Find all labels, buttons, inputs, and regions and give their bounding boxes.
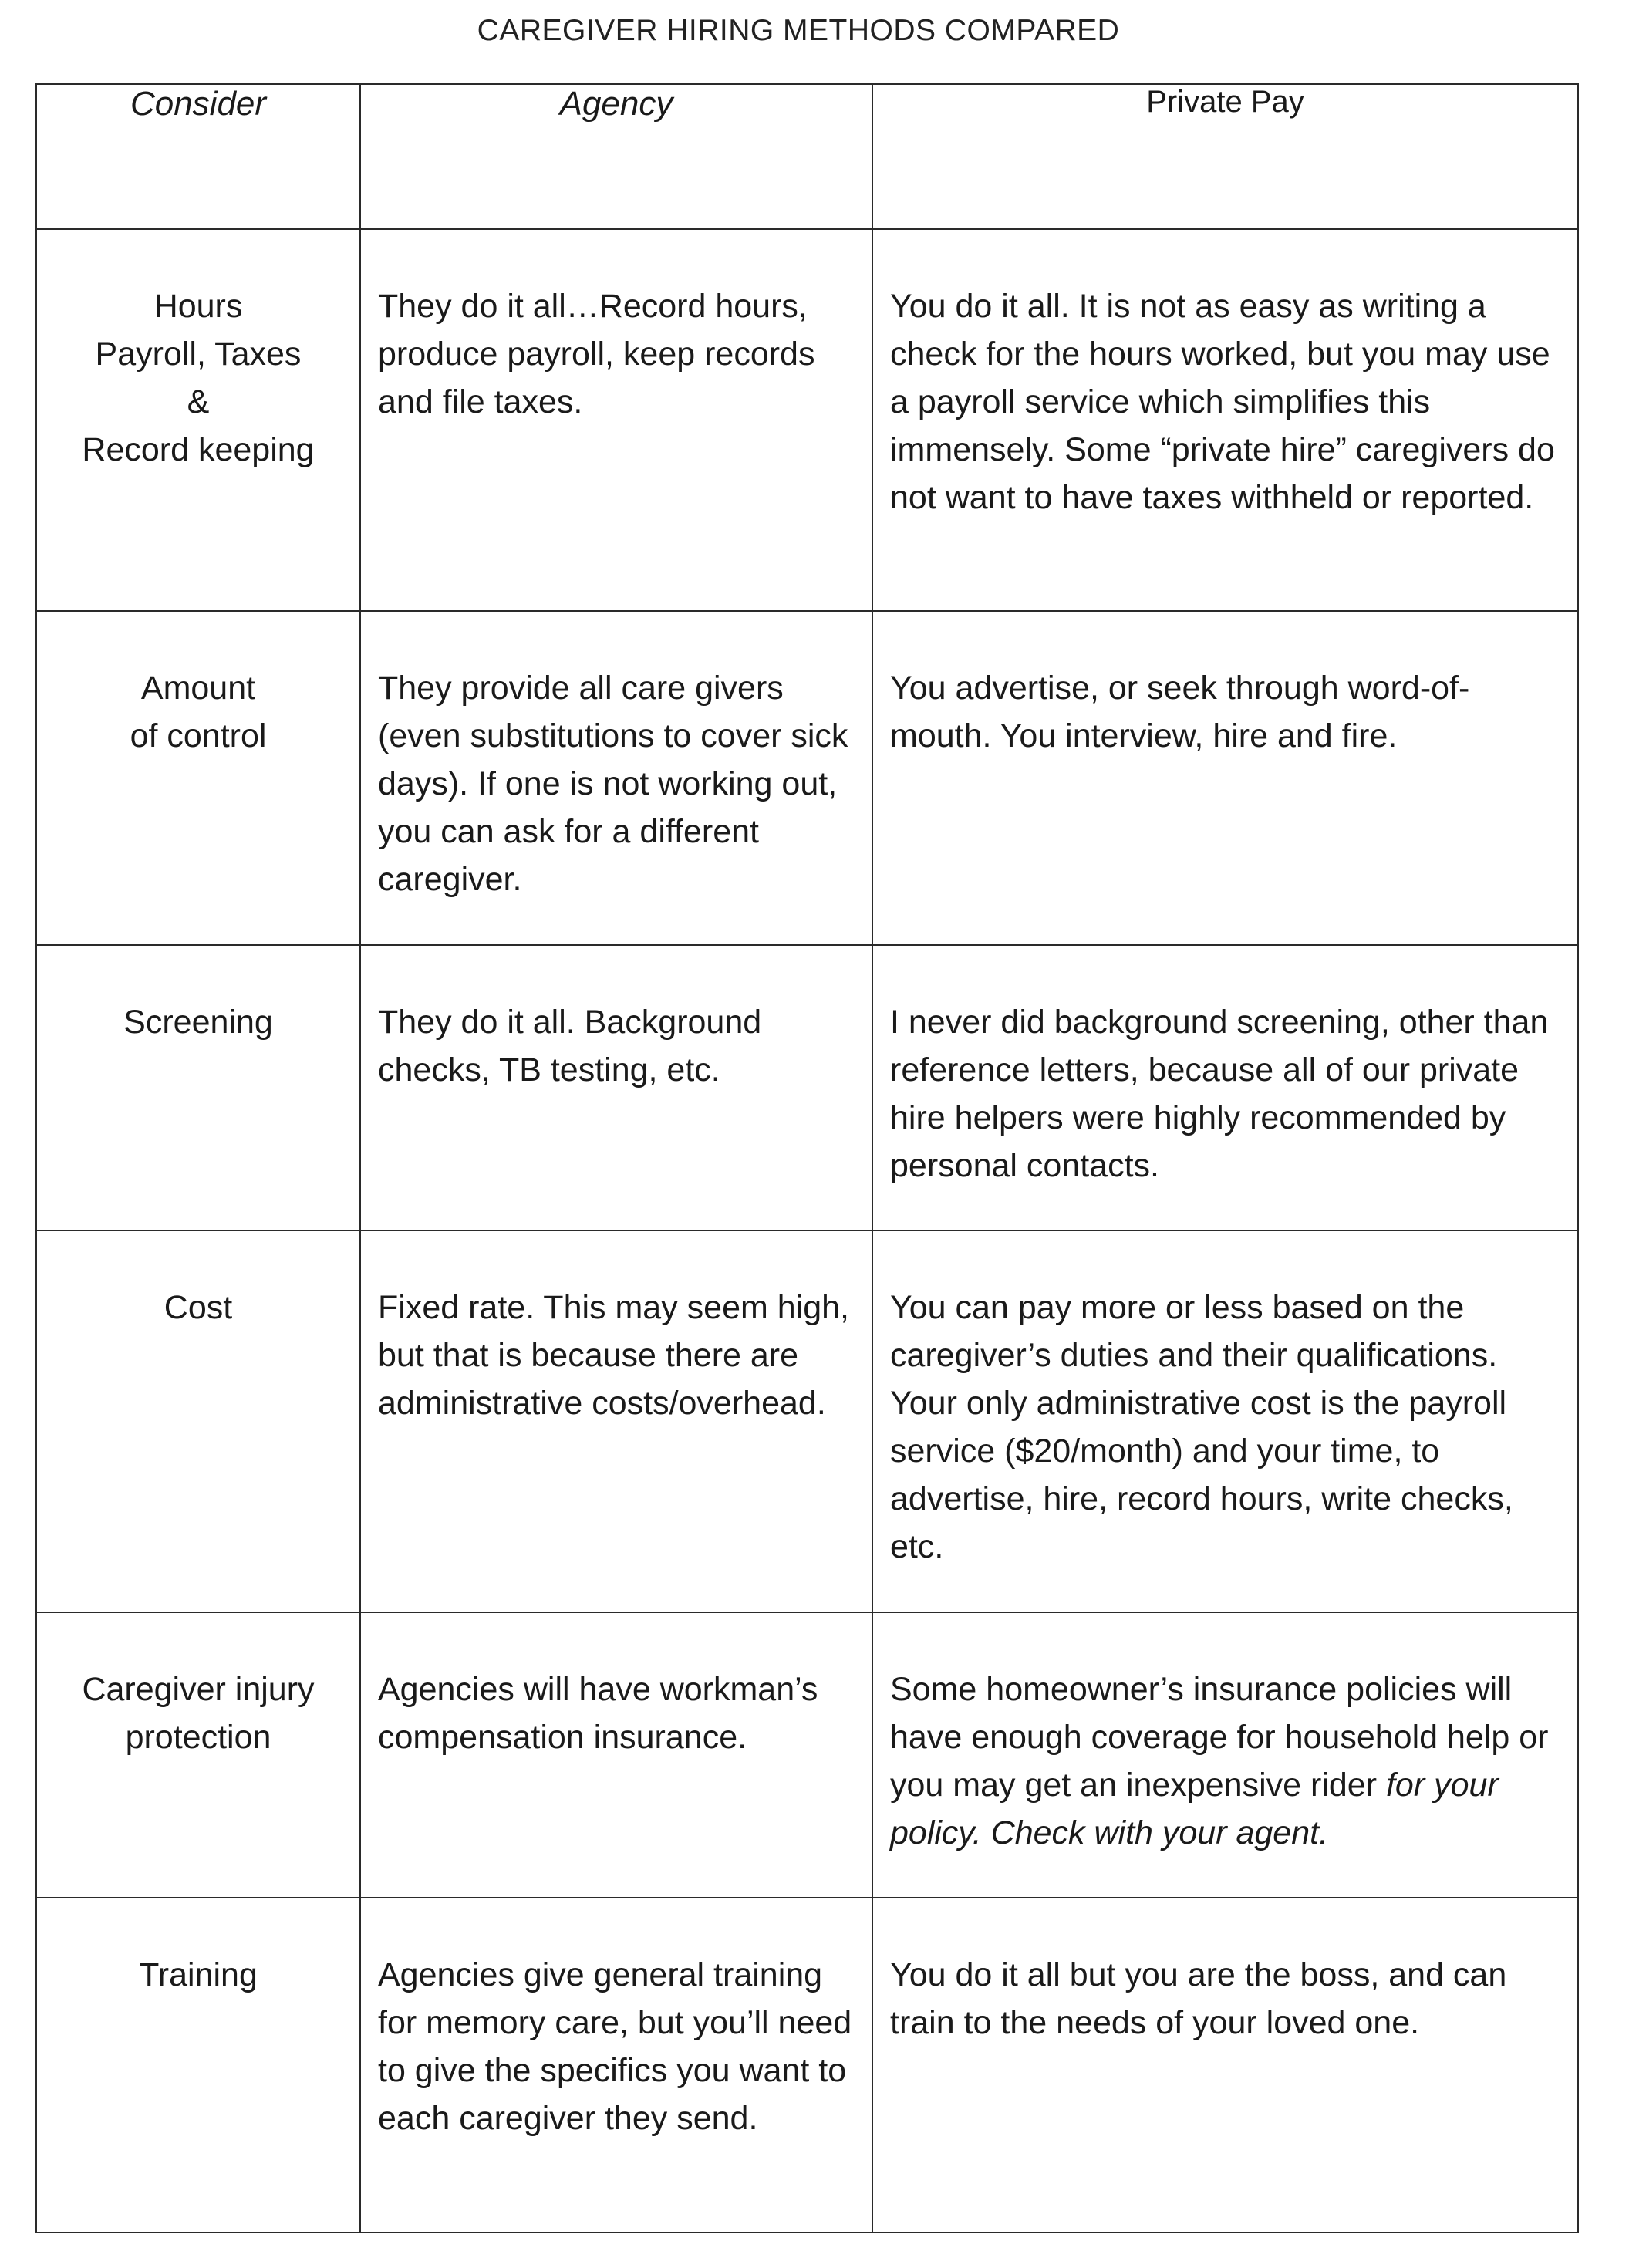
private-pay-cell bbox=[872, 1898, 1578, 2233]
private-pay-text: You do it all. It is not as easy as writing a check for the hours worked, but you may use a payroll service which simplifies this immensely. Some “private hire” caregivers do not want to have taxes withheld or reported. bbox=[890, 288, 1555, 516]
header-consider: Consider bbox=[36, 84, 360, 229]
private-pay-cell bbox=[872, 611, 1578, 945]
table-row bbox=[36, 1230, 1578, 1612]
agency-text: Agencies give general training for memory care, but you’ll need to give the specifics you want to each caregiver they send. bbox=[378, 1956, 852, 2137]
private-pay-text: You advertise, or seek through word-of-mouth. You interview, hire and fire. bbox=[890, 670, 1470, 754]
label-line: Caregiver injury bbox=[82, 1671, 315, 1708]
table-row bbox=[36, 945, 1578, 1230]
label-line: Training bbox=[139, 1956, 258, 1993]
agency-cell bbox=[360, 611, 872, 945]
header-private-pay: Private Pay bbox=[872, 84, 1578, 229]
label-line: of control bbox=[130, 717, 267, 754]
agency-cell bbox=[360, 945, 872, 1230]
label-line: & bbox=[187, 383, 210, 420]
row-label-screening bbox=[36, 945, 360, 1230]
private-pay-cell bbox=[872, 1230, 1578, 1612]
private-pay-text: You do it all but you are the boss, and can train to the needs of your loved one. bbox=[890, 1956, 1507, 2041]
agency-cell bbox=[360, 1612, 872, 1898]
label-line: Amount bbox=[140, 670, 256, 707]
agency-text: Agencies will have workman’s compensation insurance. bbox=[378, 1671, 818, 1756]
table-row bbox=[36, 1612, 1578, 1898]
table-row bbox=[36, 611, 1578, 945]
header-agency: Agency bbox=[360, 84, 872, 229]
private-pay-text: Some homeowner’s insurance policies will have enough coverage for household help or you may get an inexpensive rider bbox=[890, 1671, 1549, 1804]
private-pay-cell bbox=[872, 1612, 1578, 1898]
row-label-training bbox=[36, 1898, 360, 2233]
private-pay-text: You can pay more or less based on the caregiver’s duties and their qualifications. Your only administrative cost is the payroll service ($20/month) and your time, to advertise, hire, record hours, write checks, etc. bbox=[890, 1289, 1513, 1565]
private-pay-cell bbox=[872, 229, 1578, 611]
agency-text: They provide all care givers (even substitutions to cover sick days). If one is not working out, you can ask for a different caregiver. bbox=[378, 670, 848, 898]
agency-cell bbox=[360, 1230, 872, 1612]
table-row bbox=[36, 229, 1578, 611]
agency-text: Fixed rate. This may seem high, but that is because there are administrative costs/overhead. bbox=[378, 1289, 850, 1422]
table-row bbox=[36, 1898, 1578, 2233]
private-pay-italic-text: for your policy. Check with your agent. bbox=[890, 1767, 1499, 1851]
label-line: protection bbox=[125, 1719, 272, 1756]
row-label-control bbox=[36, 611, 360, 945]
row-label-cost bbox=[36, 1230, 360, 1612]
row-label-hours bbox=[36, 229, 360, 611]
label-line: Cost bbox=[164, 1289, 233, 1326]
table-header bbox=[36, 84, 1578, 229]
agency-text: They do it all…Record hours, produce payroll, keep records and file taxes. bbox=[378, 288, 815, 420]
label-line: Hours bbox=[153, 288, 243, 325]
agency-cell bbox=[360, 229, 872, 611]
label-line: Payroll, Taxes bbox=[95, 336, 302, 373]
agency-cell bbox=[360, 1898, 872, 2233]
label-line: Record keeping bbox=[82, 431, 315, 468]
private-pay-cell bbox=[872, 945, 1578, 1230]
document-title: CAREGIVER HIRING METHODS COMPARED bbox=[477, 14, 1120, 47]
private-pay-text: I never did background screening, other than reference letters, because all of our private hire helpers were highly recommended by personal contacts. bbox=[890, 1004, 1549, 1184]
agency-text: They do it all. Background checks, TB testing, etc. bbox=[378, 1004, 762, 1088]
label-line: Screening bbox=[123, 1004, 273, 1041]
row-label-injury bbox=[36, 1612, 360, 1898]
comparison-table bbox=[35, 83, 1579, 2233]
